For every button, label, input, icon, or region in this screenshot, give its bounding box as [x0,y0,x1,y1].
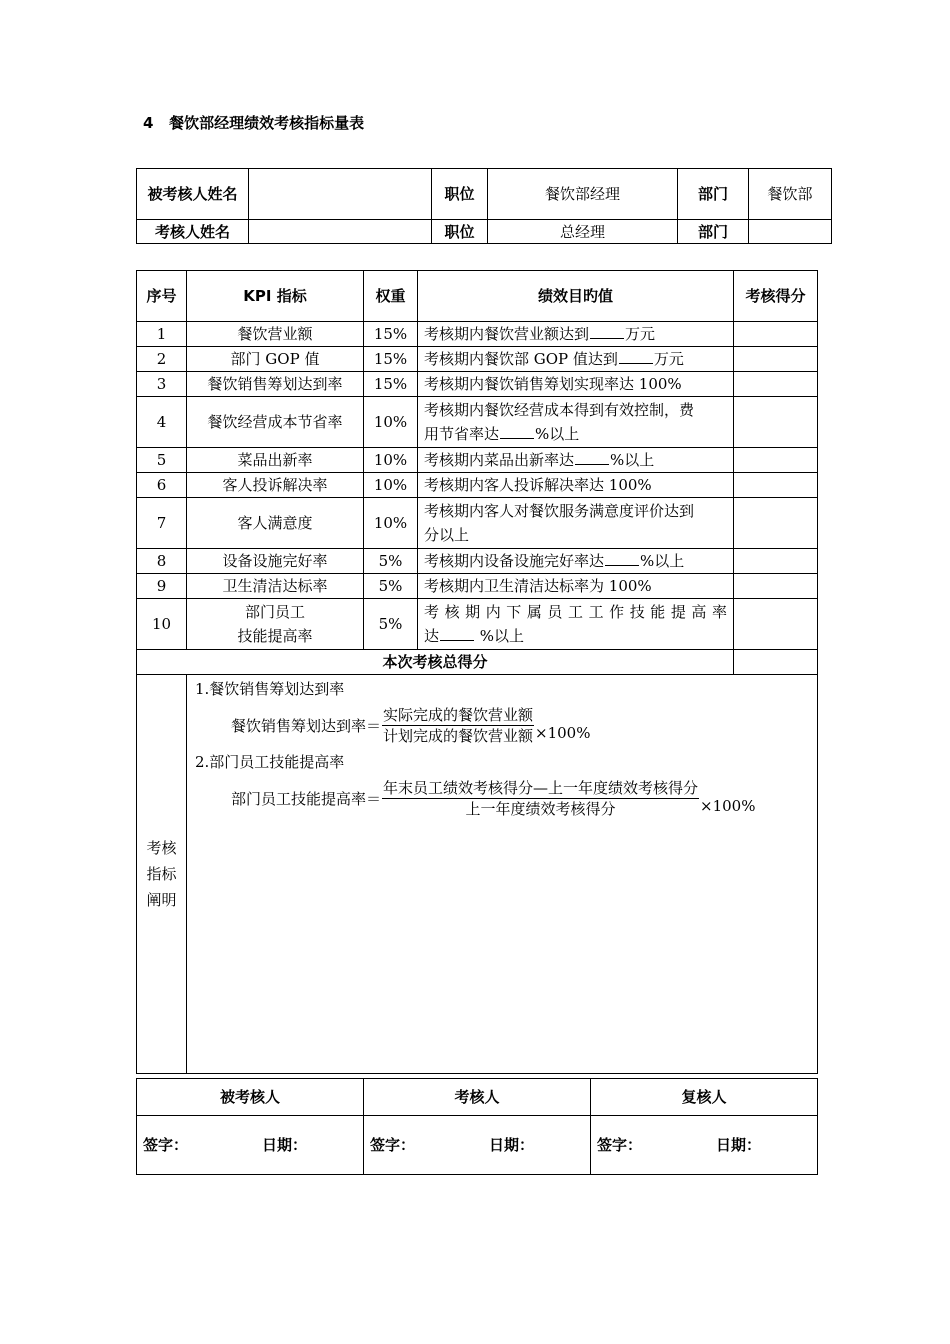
fraction: $\frac{\text{实际完成的餐饮营业额}}{\text{计划完成的餐饮营业额}}$ [383,706,534,745]
row-score[interactable] [734,498,818,549]
row-target: 考核期内客人投诉解决率达 100% [418,473,734,498]
fill-blank[interactable] [605,551,639,566]
row-no: 3 [137,372,187,397]
row-target: 考核期内菜品出新率达 %以上 [418,448,734,473]
row-kpi: 设备设施完好率 [187,549,364,574]
row-kpi: 餐饮经营成本节省率 [187,397,364,448]
page-title: 4 餐饮部经理绩效考核指标量表 [143,114,365,132]
table-row [137,599,818,650]
table-row [137,473,818,498]
sign-label: 签字： [370,1136,416,1154]
row-target: 考核期内卫生清洁达标率为 100% [418,574,734,599]
row-kpi: 餐饮销售筹划达到率 [187,372,364,397]
assessor-position-value: 总经理 [488,220,678,244]
row-weight: 15% [364,322,418,347]
row-weight: 5% [364,549,418,574]
note-item-1-title: 1.餐饮销售筹划达到率 [195,680,345,698]
col-header-kpi: KPI 指标 [187,271,364,322]
row-no: 5 [137,448,187,473]
row-kpi: 菜品出新率 [187,448,364,473]
row-score[interactable] [734,599,818,650]
row-weight: 10% [364,498,418,549]
row-no: 10 [137,599,187,650]
date-label: 日期： [261,1136,307,1154]
row-weight: 10% [364,397,418,448]
row-no: 2 [137,347,187,372]
reviewer-sign-cell[interactable] [591,1116,818,1175]
row-kpi: 客人满意度 [187,498,364,549]
dept-label: 部门 [678,169,749,220]
note-item-2-title: 2.部门员工技能提高率 [195,753,345,771]
table-row [137,574,818,599]
fill-blank[interactable] [575,450,609,465]
assessee-header: 被考核人 [137,1079,364,1116]
assessee-dept-value: 餐饮部 [749,169,832,220]
assessor-name-label: 考核人姓名 [137,220,249,244]
table-row [137,448,818,473]
row-target: 考核期内下属员工工作技能提高率 达 %以上 [418,599,734,650]
row-target: 考核期内餐饮部 GOP 值达到 万元 [418,347,734,372]
assessor-header: 考核人 [364,1079,591,1116]
kpi-table [136,270,818,1074]
row-no: 7 [137,498,187,549]
row-target: 考核期内餐饮销售筹划实现率达 100% [418,372,734,397]
row-score[interactable] [734,448,818,473]
assessee-sign-cell[interactable] [137,1116,364,1175]
assessee-name-field[interactable] [249,169,432,220]
row-kpi: 部门 GOP 值 [187,347,364,372]
fill-blank[interactable] [619,349,653,364]
assessee-position-value: 餐饮部经理 [488,169,678,220]
table-row [137,549,818,574]
col-header-target: 绩效目旳值 [418,271,734,322]
col-header-score: 考核得分 [734,271,818,322]
row-target: 考核期内客人对餐饮服务满意度评价达到 分以上 [418,498,734,549]
assessor-name-field[interactable] [249,220,432,244]
total-score-field[interactable] [734,650,818,675]
row-score[interactable] [734,549,818,574]
header-info-table [136,168,832,244]
row-weight: 10% [364,473,418,498]
signature-table [136,1078,818,1175]
row-score[interactable] [734,322,818,347]
row-kpi: 卫生清洁达标率 [187,574,364,599]
row-weight: 15% [364,347,418,372]
assessee-name-label: 被考核人姓名 [137,169,249,220]
position-label: 职位 [432,169,488,220]
fill-blank[interactable] [440,626,474,641]
row-no: 6 [137,473,187,498]
formula-1: 餐饮销售筹划达到率＝ $\frac{\text{实际完成的餐饮营业额}}{\text{计划完成的餐饮营业额}}$ ×100% [231,706,591,745]
total-score-label: 本次考核总得分 [137,650,734,675]
table-row [137,397,818,448]
col-header-no: 序号 [137,271,187,322]
assessor-sign-cell[interactable] [364,1116,591,1175]
notes-label: 考核 指标 阐明 [137,675,187,1074]
table-row [137,372,818,397]
position-label: 职位 [432,220,488,244]
col-header-weight: 权重 [364,271,418,322]
row-kpi: 部门员工 技能提高率 [187,599,364,650]
sign-label: 签字： [597,1136,643,1154]
row-kpi: 餐饮营业额 [187,322,364,347]
formula-2: 部门员工技能提高率＝ $\frac{\text{年末员工绩效考核得分—上一年度绩效考核得分}}{\text{上一年度绩效考核得分}}$ ×100% [231,779,756,818]
row-score[interactable] [734,347,818,372]
row-target: 考核期内餐饮营业额达到 万元 [418,322,734,347]
notes-content [187,675,818,1074]
row-kpi: 客人投诉解决率 [187,473,364,498]
row-no: 4 [137,397,187,448]
table-row [137,347,818,372]
table-row [137,498,818,549]
sign-label: 签字： [143,1136,189,1154]
row-score[interactable] [734,397,818,448]
table-row [137,322,818,347]
row-weight: 5% [364,574,418,599]
dept-label: 部门 [678,220,749,244]
row-target: 考核期内餐饮经营成本得到有效控制，费 用节省率达 %以上 [418,397,734,448]
fill-blank[interactable] [590,324,624,339]
row-no: 1 [137,322,187,347]
row-score[interactable] [734,574,818,599]
fill-blank[interactable] [500,424,534,439]
reviewer-header: 复核人 [591,1079,818,1116]
row-score[interactable] [734,372,818,397]
row-weight: 10% [364,448,418,473]
row-weight: 15% [364,372,418,397]
row-score[interactable] [734,473,818,498]
date-label: 日期： [715,1136,761,1154]
fraction: $\frac{\text{年末员工绩效考核得分—上一年度绩效考核得分}}{\text{上一年度绩效考核得分}}$ [383,779,699,818]
row-no: 8 [137,549,187,574]
date-label: 日期： [488,1136,534,1154]
assessor-dept-value[interactable] [749,220,832,244]
row-weight: 5% [364,599,418,650]
row-no: 9 [137,574,187,599]
row-target: 考核期内设备设施完好率达 %以上 [418,549,734,574]
